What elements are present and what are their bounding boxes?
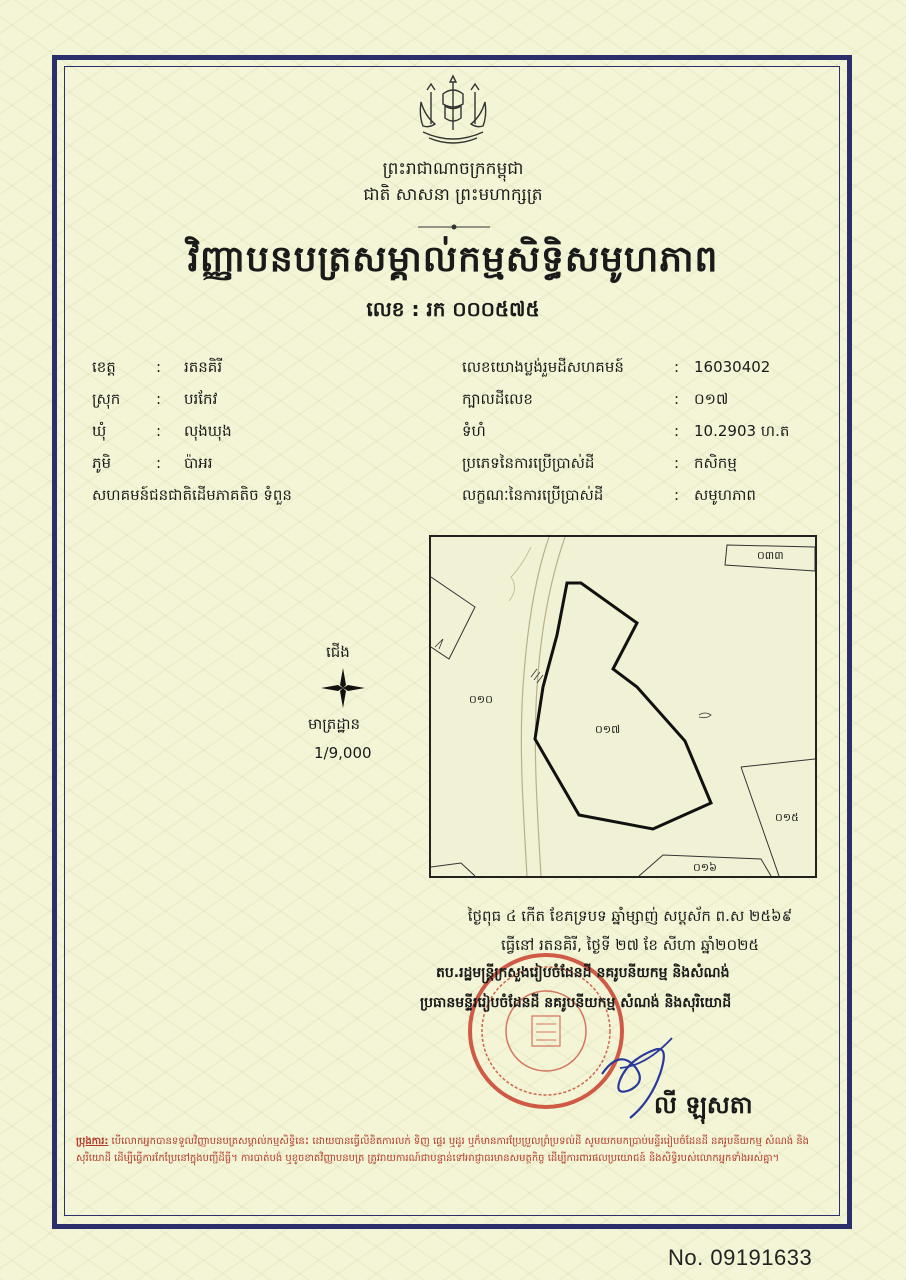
parcel-map xyxy=(429,535,817,878)
field-land-use-type xyxy=(462,453,737,473)
parcel-label: ០១៧ xyxy=(595,723,621,736)
field-label: ក្បាលដីលេខ xyxy=(462,390,533,408)
field-district xyxy=(92,389,217,409)
divider-flourish xyxy=(418,222,490,232)
compass-icon xyxy=(318,668,368,708)
field-sep: : xyxy=(674,358,680,376)
field-label: ស្រុក xyxy=(92,390,121,408)
certificate-number xyxy=(0,296,906,322)
field-community-plan-ref xyxy=(462,357,770,377)
issue-place-date: ធ្វើនៅ រតនគិរី, ថ្ងៃទី ២៧ ខែ សីហា ឆ្នាំ២០២៥ xyxy=(500,936,760,954)
lunar-date: ថ្ងៃពុធ ៤ កើត ខែភទ្របទ ឆ្នាំម្សាញ់ សប្តស័ក ព.ស ២៥៦៩ xyxy=(467,907,793,925)
field-village xyxy=(92,453,213,473)
field-parcel-number xyxy=(462,389,728,409)
field-sep: : xyxy=(674,486,680,504)
number-value: : រក ០០០៥៧៥ xyxy=(411,297,540,321)
community-name: សហគមន៍ជនជាតិដើមភាគតិច ទំពួន xyxy=(92,486,292,504)
parcel-label: ០១០ xyxy=(469,693,493,706)
field-value: 10.2903 ហ.ត xyxy=(694,422,790,440)
field-label: លក្ខណៈនៃការប្រើប្រាស់ដី xyxy=(462,486,604,504)
certificate-title: វិញ្ញាបនបត្រសម្គាល់កម្មសិទ្ធិសមូហភាព xyxy=(187,238,719,280)
field-label: ភូមិ xyxy=(92,454,112,472)
official-title-2: ប្រធានមន្ទីររៀបចំដែនដី នគរូបនីយកម្ម សំណង់ និងសុរិយោដី xyxy=(420,995,732,1011)
field-value: ០១៧ xyxy=(694,390,729,408)
field-value: រតនគិរី xyxy=(184,358,223,376)
parcel-label: ០១៥ xyxy=(775,811,799,824)
notice-body: បើលោកអ្នកបានទទួលវិញ្ញាបនបត្រសម្គាល់កម្មសិទ្ធិនេះ ដោយបានធ្វើលិខិតការលក់ ទិញ ផ្ទេរ ឬដូរ ឬក៏មានការប្រែប្រួលព្រំប្រទល់ដី សូមយកមកប្រាប់មន្ទីររៀបចំដែនដី នគរូបនីយកម្ម សំណង់ និងសុរិយោដី ដើម្បីធ្វើការកែប្រែនៅក្នុងបញ្ជីដីធ្លី។ ការបាត់បង់ ឬខូចខាតវិញ្ញាបនបត្រ ត្រូវរាយការណ៍ជាបន្ទាន់ទៅអាជ្ញាធរមានសមត្ថកិច្ច ដើម្បីការពារផលប្រយោជន៍ និងសិទ្ធិរបស់លោកអ្នកទាំងអស់គ្នា។ xyxy=(76,1136,810,1164)
number-label: លេខ xyxy=(366,297,405,321)
scale-label: មាត្រដ្ឋាន xyxy=(308,715,361,733)
field-sep: : xyxy=(674,422,680,440)
field-label: ទំហំ xyxy=(462,422,486,440)
field-commune xyxy=(92,421,232,441)
official-title-1: តប.រដ្ឋមន្ត្រីក្រសួងរៀបចំដែនដី នគរូបនីយកម្ម និងសំណង់ xyxy=(436,965,730,981)
field-label: ឃុំ xyxy=(92,422,107,440)
field-label: ប្រភេទនៃការប្រើប្រាស់ដី xyxy=(462,454,595,472)
field-value: 16030402 xyxy=(694,358,771,376)
field-sep: : xyxy=(674,454,680,472)
notice-text xyxy=(76,1133,834,1167)
field-sep: : xyxy=(156,390,162,408)
motto-heading: ជាតិ សាសនា ព្រះមហាក្សត្រ xyxy=(363,185,543,205)
field-label: ខេត្ត xyxy=(92,358,116,376)
parcel-label: ០៣៣ xyxy=(757,549,784,562)
field-value: លុងឃុង xyxy=(184,422,232,440)
field-value: បរកែវ xyxy=(184,390,218,408)
field-value: សមូហភាព xyxy=(694,486,756,504)
field-value: កសិកម្ម xyxy=(694,454,737,472)
field-sep: : xyxy=(674,390,680,408)
field-area xyxy=(462,421,789,441)
scale-value: 1/9,000 xyxy=(314,744,372,762)
field-value: ប៉ាអរ xyxy=(184,454,213,472)
field-label: លេខយោងប្លង់រួមដីសហគមន៍ xyxy=(462,358,624,376)
serial-number: No. 09191633 xyxy=(668,1245,813,1270)
signer-name: លី ឡុសតា xyxy=(654,1091,753,1119)
field-province xyxy=(92,357,222,377)
kingdom-heading: ព្រះរាជាណាចក្រកម្ពុជា xyxy=(382,159,524,179)
parcel-label: ០១៦ xyxy=(693,861,717,874)
field-land-use-nature xyxy=(462,485,756,505)
field-sep: : xyxy=(156,358,162,376)
north-label: ជើង xyxy=(326,643,350,661)
royal-arms-icon xyxy=(413,72,493,150)
notice-lead: ប្រុងការ: xyxy=(76,1136,109,1147)
field-sep: : xyxy=(156,422,162,440)
field-sep: : xyxy=(156,454,162,472)
map-drawing xyxy=(431,537,815,876)
